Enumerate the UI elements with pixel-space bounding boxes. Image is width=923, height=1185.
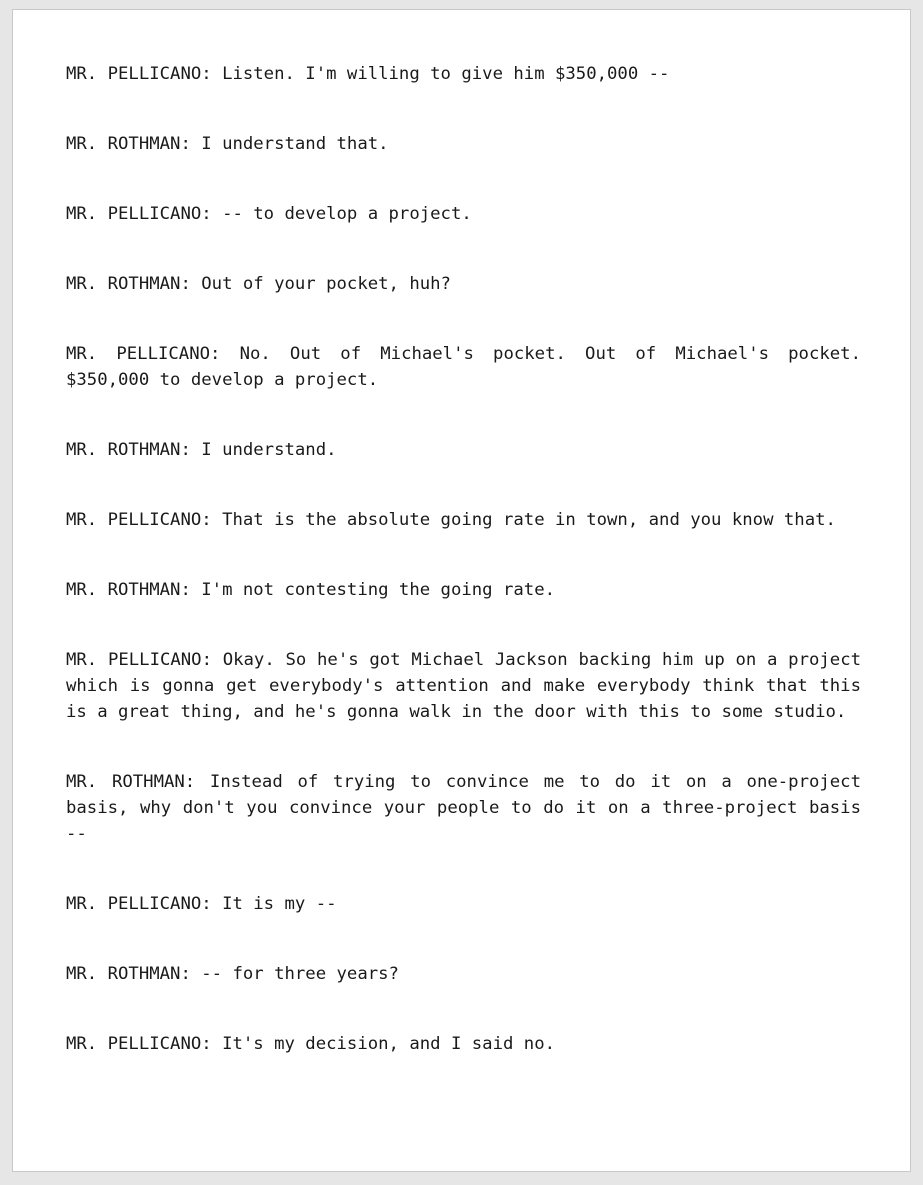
transcript-line: MR. ROTHMAN: I understand that. [66, 134, 389, 154]
transcript-line: MR. ROTHMAN: Instead of trying to convince me to do it on a one-project basis, why don't you convince your people to do it on a three-project basis -- [66, 772, 861, 844]
transcript-line: MR. PELLICANO: It is my -- [66, 894, 337, 914]
transcript-line: MR. PELLICANO: It's my decision, and I said no. [66, 1034, 555, 1054]
transcript-line: MR. ROTHMAN: -- for three years? [66, 964, 399, 984]
transcript-line: MR. PELLICANO: No. Out of Michael's pocket. Out of Michael's pocket. $350,000 to develop a project. [66, 344, 861, 390]
transcript-line: MR. PELLICANO: Listen. I'm willing to give him $350,000 -- [66, 64, 670, 84]
transcript-body [66, 61, 861, 1101]
document-page [12, 9, 911, 1172]
transcript-line: MR. ROTHMAN: I understand. [66, 440, 337, 460]
transcript-line: MR. PELLICANO: Okay. So he's got Michael Jackson backing him up on a project which is gonna get everybody's attention and make everybody think that this is a great thing, and he's gonna walk in the door with this to some studio. [66, 650, 861, 722]
transcript-line: MR. ROTHMAN: Out of your pocket, huh? [66, 274, 451, 294]
transcript-line: MR. PELLICANO: That is the absolute going rate in town, and you know that. [66, 510, 836, 530]
transcript-line: MR. PELLICANO: -- to develop a project. [66, 204, 472, 224]
transcript-line: MR. ROTHMAN: I'm not contesting the going rate. [66, 580, 555, 600]
